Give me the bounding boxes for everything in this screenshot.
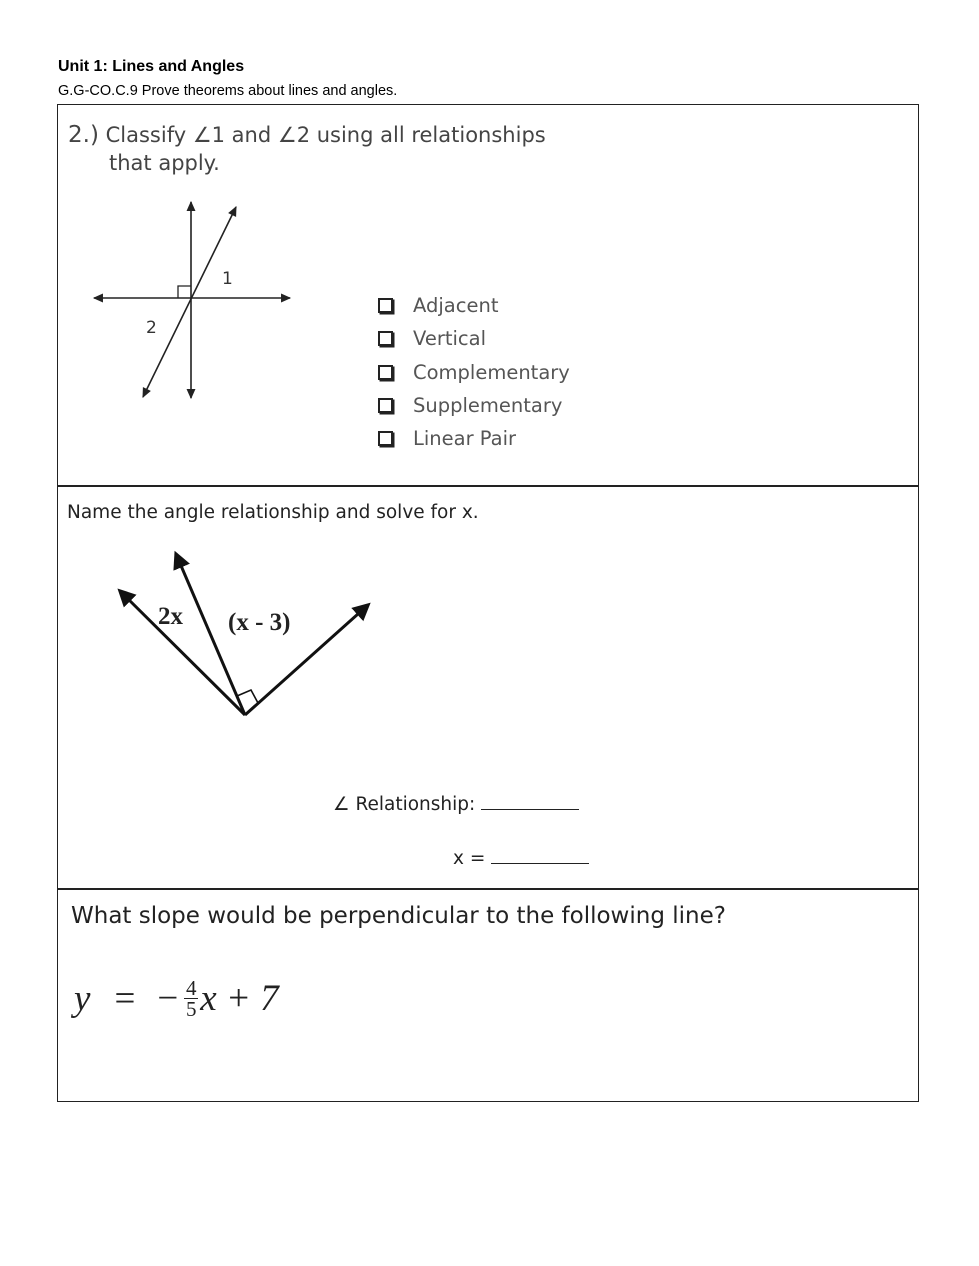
option-adjacent[interactable]	[378, 289, 570, 322]
relationship-answer	[333, 794, 579, 815]
eq-numerator: 4	[185, 976, 197, 1000]
option-label: Supplementary	[413, 394, 563, 418]
unit-title: Unit 1: Lines and Angles	[58, 58, 245, 75]
eq-y: y	[74, 978, 91, 1019]
checkbox[interactable]	[378, 365, 393, 380]
option-label: Vertical	[413, 327, 486, 351]
checkbox[interactable]	[378, 331, 393, 346]
eq-denominator: 5	[185, 997, 197, 1021]
relationship-checklist	[378, 289, 570, 455]
angle-2x-label: 2x	[158, 603, 183, 630]
eq-equals: =	[114, 978, 136, 1019]
angle-2-label: 2	[146, 318, 157, 338]
x-answer	[453, 848, 589, 869]
prompt-line-2: that apply.	[109, 151, 220, 175]
relationship-label: ∠ Relationship:	[333, 794, 476, 815]
x-label: x =	[453, 848, 486, 869]
transversal-line	[143, 207, 236, 397]
problem-3-box	[57, 888, 919, 1102]
option-label: Linear Pair	[413, 427, 517, 451]
eq-fraction	[184, 978, 198, 1019]
eq-rest: x + 7	[200, 978, 279, 1019]
problem-2-box	[57, 485, 919, 890]
relationship-blank[interactable]	[481, 795, 579, 810]
option-vertical[interactable]	[378, 322, 570, 355]
option-linear-pair[interactable]	[378, 422, 570, 455]
option-label: Complementary	[413, 360, 570, 384]
angle-1-label: 1	[222, 269, 233, 289]
angle-x-minus-3-label: (x - 3)	[228, 609, 291, 636]
x-blank[interactable]	[491, 849, 589, 864]
angle-rays-diagram	[58, 486, 918, 886]
problem-2-prompt: Name the angle relationship and solve for x.	[67, 502, 479, 523]
option-complementary[interactable]	[378, 356, 570, 389]
line-equation	[74, 977, 279, 1020]
right-angle-mark	[178, 286, 191, 298]
option-supplementary[interactable]	[378, 389, 570, 422]
checkbox[interactable]	[378, 398, 393, 413]
standard-text: G.G-CO.C.9 Prove theorems about lines and angles.	[58, 83, 398, 99]
prompt-line-1: Classify ∠1 and ∠2 using all relationships	[105, 123, 546, 147]
problem-number: 2.)	[68, 122, 99, 148]
problem-1-box	[57, 104, 919, 487]
option-label: Adjacent	[413, 294, 499, 318]
checkbox[interactable]	[378, 431, 393, 446]
problem-3-prompt: What slope would be perpendicular to the following line?	[71, 903, 726, 929]
checkbox[interactable]	[378, 298, 393, 313]
eq-minus: −	[157, 978, 179, 1019]
